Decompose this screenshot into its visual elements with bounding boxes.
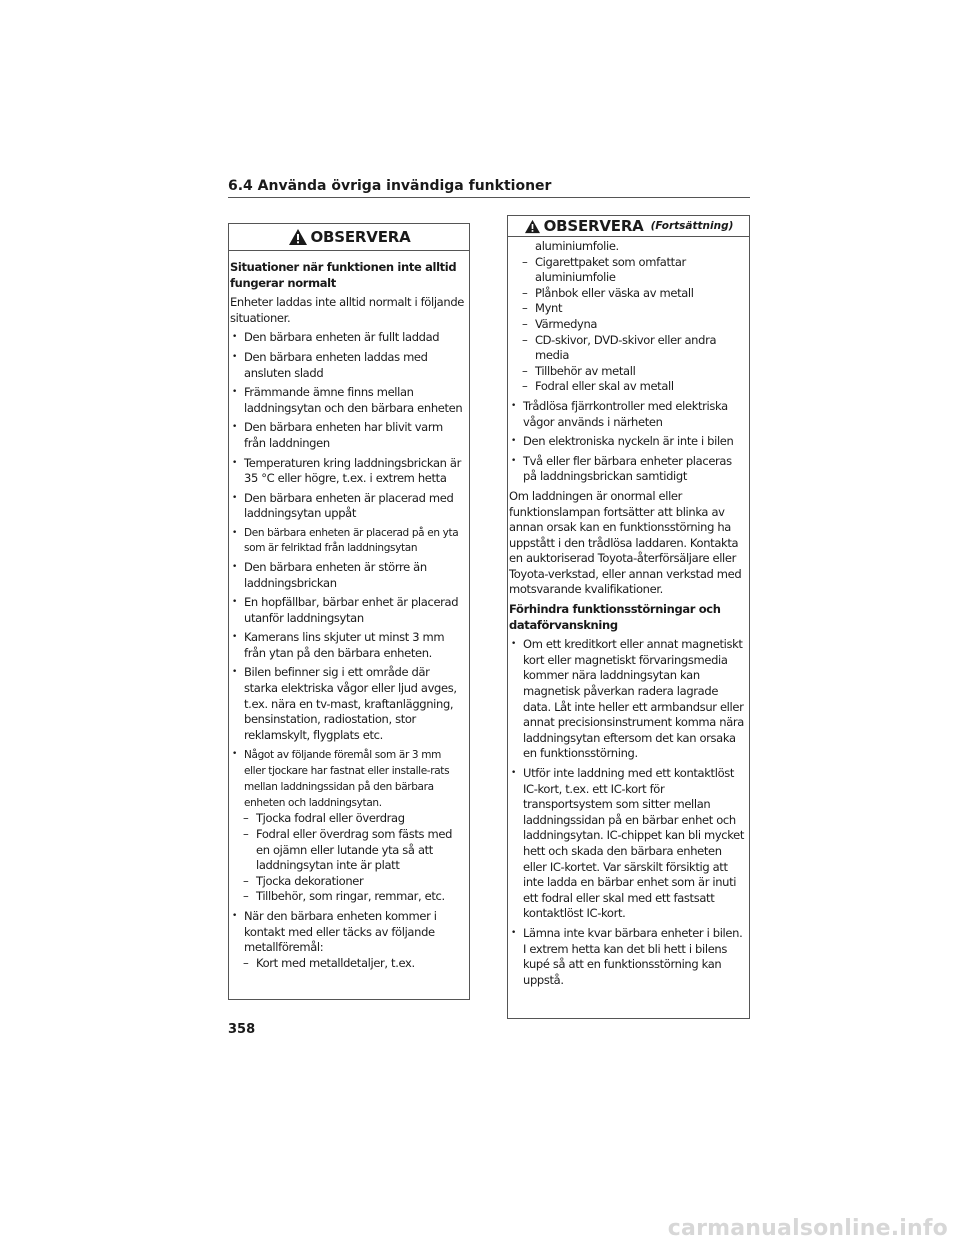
list-item: • Temperaturen kring laddningsbrickan är 35 °C eller högre, t.ex. i extrem hetta (230, 456, 465, 487)
section-title: 6.4 Använda övriga invändiga funktioner (228, 178, 750, 198)
subheading: Situationer när funktionen inte alltid fungerar normalt (230, 260, 457, 290)
list-item: • Den bärbara enheten är större än laddningsbrickan (230, 560, 465, 591)
caution-box-left (228, 223, 470, 1000)
list-item-thick-objects (230, 747, 465, 905)
list-item: • Den bärbara enheten är placerad med laddningsytan uppåt (230, 491, 465, 522)
dash-item: – Tillbehör, som ringar, remmar, etc. (230, 889, 465, 905)
dash-item: – Tjocka dekorationer (230, 874, 465, 890)
continuation-text: aluminiumfolie. (535, 239, 619, 253)
dash-item: – CD-skivor, DVD-skivor eller andra media (509, 333, 745, 364)
thick-objects-list (230, 811, 465, 905)
dash-item: – Tjocka fodral eller överdrag (230, 811, 465, 827)
metal-text: När den bärbara enheten kommer i kontakt med eller täcks av följande metallföremål: (244, 909, 437, 955)
watermark: carmanualsonline.info (667, 1216, 948, 1241)
caution-header (229, 224, 469, 251)
caution-box-right (507, 215, 750, 1019)
dash-item: – Kort med metalldetaljer, t.ex. (230, 956, 465, 972)
dash-item: – Cigarettpaket som omfattar aluminiumfolie (509, 255, 745, 286)
abnormal-charging-text: Om laddningen är onormal eller funktionslampan fortsätter att blinka av annan orsak kan en funktionsstörning ha uppstått i den trådlösa laddaren. Kontakta en auktoriserad Toyota-återförsäljare eller Toyota-verkstad, eller annan verkstad med motsvarande kvalifikationer. (509, 488, 742, 597)
metal-list-start (230, 956, 465, 972)
list-item: • Utför inte laddning med ett kontaktlöst IC-kort, t.ex. ett IC-kort för transportsystem som sitter mellan laddningssidan på en bärbar enhet och laddningsytan. IC-chippet kan bli mycket hett och skada den bärbara enheten eller IC-kortet. Var särskilt försiktig att inte ladda en bärbar enhet som är inuti ett fodral eller skal med ett fastsatt kontaktlöst IC-kort. (509, 766, 745, 922)
subheading: Förhindra funktionsstörningar och dataförvanskning (509, 602, 721, 632)
list-item: • Den bärbara enheten är fullt laddad (230, 330, 465, 346)
list-item: • Om ett kreditkort eller annat magnetiskt kort eller magnetiskt förvaringsmedia kommer nära laddningsytan kan magnetisk påverkan radera lagrade data. Låt inte heller ett armbandsur eller annat precisionsinstrument komma nära laddningsytan eftersom det kan orsaka en funktionsstörning. (509, 637, 745, 762)
list-item: • Bilen befinner sig i ett område där starka elektriska vågor eller ljud avges, t.ex. nära en tv-mast, kraftanläggning, bensinstation, radiostation, stor reklamskylt, flygplats etc. (230, 665, 465, 743)
list-item: • Den elektroniska nyckeln är inte i bilen (509, 434, 745, 450)
caution-title: OBSERVERA (543, 217, 644, 235)
list-item: • Lämna inte kvar bärbara enheter i bilen. I extrem hetta kan det bli hett i bilens kupé så att en funktionsstörning kan uppstå. (509, 926, 745, 988)
list-item-metal (230, 909, 465, 971)
caution-content (229, 251, 469, 971)
list-item: • Trådlösa fjärrkontroller med elektriska vågor används i närheten (509, 399, 745, 430)
metal-list-rest (509, 255, 745, 395)
list-item: • Den bärbara enheten laddas med ansluten sladd (230, 350, 465, 381)
dash-item: – Fodral eller skal av metall (509, 379, 745, 395)
caution-title: OBSERVERA (310, 228, 411, 246)
list-item: • Den bärbara enheten har blivit varm från laddningen (230, 420, 465, 451)
list-item: • Två eller fler bärbara enheter placeras på laddningsbrickan samtidigt (509, 454, 745, 485)
situation-list (230, 330, 465, 971)
list-item: • Främmande ämne finns mellan laddningsytan och den bärbara enheten (230, 385, 465, 416)
list-item: • En hopfällbar, bärbar enhet är placerad utanför laddningsytan (230, 595, 465, 626)
list-item: • Den bärbara enheten är placerad på en yta som är felriktad från laddningsytan (230, 526, 465, 556)
interference-list (509, 399, 745, 485)
caution-content-continued (508, 237, 749, 988)
dash-item: – Värmedyna (509, 317, 745, 333)
dash-item: – Tillbehör av metall (509, 364, 745, 380)
thick-objects-text: Något av följande föremål som är 3 mm eller tjockare har fastnat eller installe-rats mellan laddningssidan på den bärbara enheten och laddningsytan. (244, 749, 450, 810)
continued-label: (Fortsättning) (650, 220, 734, 232)
dash-item: – Fodral eller överdrag som fästs med en ojämn eller lutande yta så att laddningsytan inte är platt (230, 827, 465, 874)
caution-header-continued (508, 216, 749, 237)
page-number: 358 (228, 1022, 256, 1037)
list-item: • Kamerans lins skjuter ut minst 3 mm från ytan på den bärbara enheten. (230, 630, 465, 661)
intro-text: Enheter laddas inte alltid normalt i följande situationer. (230, 295, 464, 325)
dash-item: – Plånbok eller väska av metall (509, 286, 745, 302)
warning-icon (524, 219, 541, 234)
dash-item: – Mynt (509, 301, 745, 317)
prevent-list (509, 637, 745, 988)
warning-icon (288, 228, 308, 246)
